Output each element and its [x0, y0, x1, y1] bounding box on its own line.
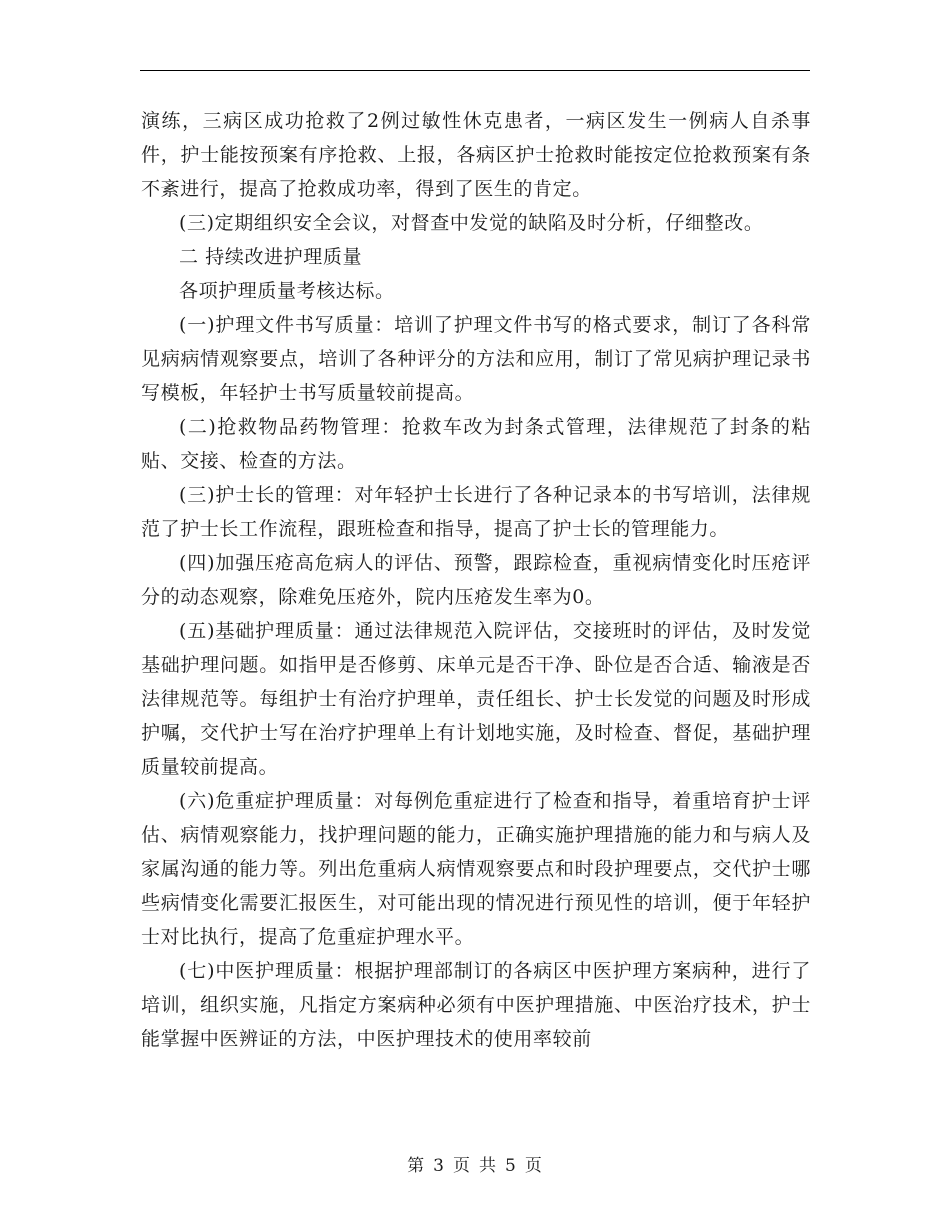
paragraph-critical-care: (六)危重症护理质量：对每例危重症进行了检查和指导，着重培育护士评估、病情观察能力，找护理问题的能力，正确实施护理措施的能力和与病人及家属沟通的能力等。列出危重病人病情观察要点和时段护理要点，交代护士哪些病情变化需要汇报医生，对可能出现的情况进行预见性的培训，便于年轻护士对比执行，提高了危重症护理水平。	[141, 790, 811, 948]
footer-label-page: 第	[407, 1156, 426, 1176]
footer-current-page: 3	[433, 1156, 445, 1176]
paragraph-tcm-care: (七)中医护理质量：根据护理部制订的各病区中医护理方案病种，进行了培训，组织实施，凡指定方案病种必须有中医护理措施、中医治疗技术，护士能掌握中医辨证的方法，中医护理技术的使用率较前	[141, 960, 811, 1050]
footer-label-total: 共	[479, 1156, 497, 1176]
paragraph-continuation: 演练，三病区成功抢救了2例过敏性休克患者，一病区发生一例病人自杀事件，护士能按预案有序抢救、上报，各病区护士抢救时能按定位抢救预案有条不紊进行，提高了抢救成功率，得到了医生的肯定。	[141, 110, 811, 200]
footer-label-unit: 页	[453, 1156, 471, 1176]
paragraph-pressure-ulcer: (四)加强压疮高危病人的评估、预警，跟踪检查，重视病情变化时压疮评分的动态观察，除难免压疮外，院内压疮发生率为0。	[141, 552, 811, 608]
section-heading-quality: 二 持续改进护理质量	[179, 246, 363, 268]
paragraph-rescue-supplies: (二)抢救物品药物管理：抢救车改为封条式管理，法律规范了封条的粘贴、交接、检查的方法。	[141, 416, 811, 472]
paragraph-safety-meeting: (三)定期组织安全会议，对督查中发觉的缺陷及时分析，仔细整改。	[179, 212, 764, 234]
paragraph-head-nurse-management: (三)护士长的管理：对年轻护士长进行了各种记录本的书写培训，法律规范了护士长工作流程，跟班检查和指导，提高了护士长的管理能力。	[141, 484, 811, 540]
page-footer	[0, 1151, 950, 1176]
footer-total-pages: 5	[505, 1156, 517, 1176]
footer-label-unit-end: 页	[524, 1156, 543, 1176]
header-rule	[140, 70, 810, 71]
paragraph-basic-care: (五)基础护理质量：通过法律规范入院评估，交接班时的评估，及时发觉基础护理问题。如指甲是否修剪、床单元是否干净、卧位是否合适、输液是否法律规范等。每组护士有治疗护理单，责任组长、护士长发觉的问题及时形成护嘱，交代护士写在治疗护理单上有计划地实施，及时检查、督促，基础护理质量较前提高。	[141, 620, 811, 778]
paragraph-document-quality: (一)护理文件书写质量：培训了护理文件书写的格式要求，制订了各科常见病病情观察要点，培训了各种评分的方法和应用，制订了常见病护理记录书写模板，年轻护士书写质量较前提高。	[141, 314, 811, 404]
document-body	[141, 104, 811, 1056]
paragraph-quality-summary: 各项护理质量考核达标。	[179, 280, 395, 302]
